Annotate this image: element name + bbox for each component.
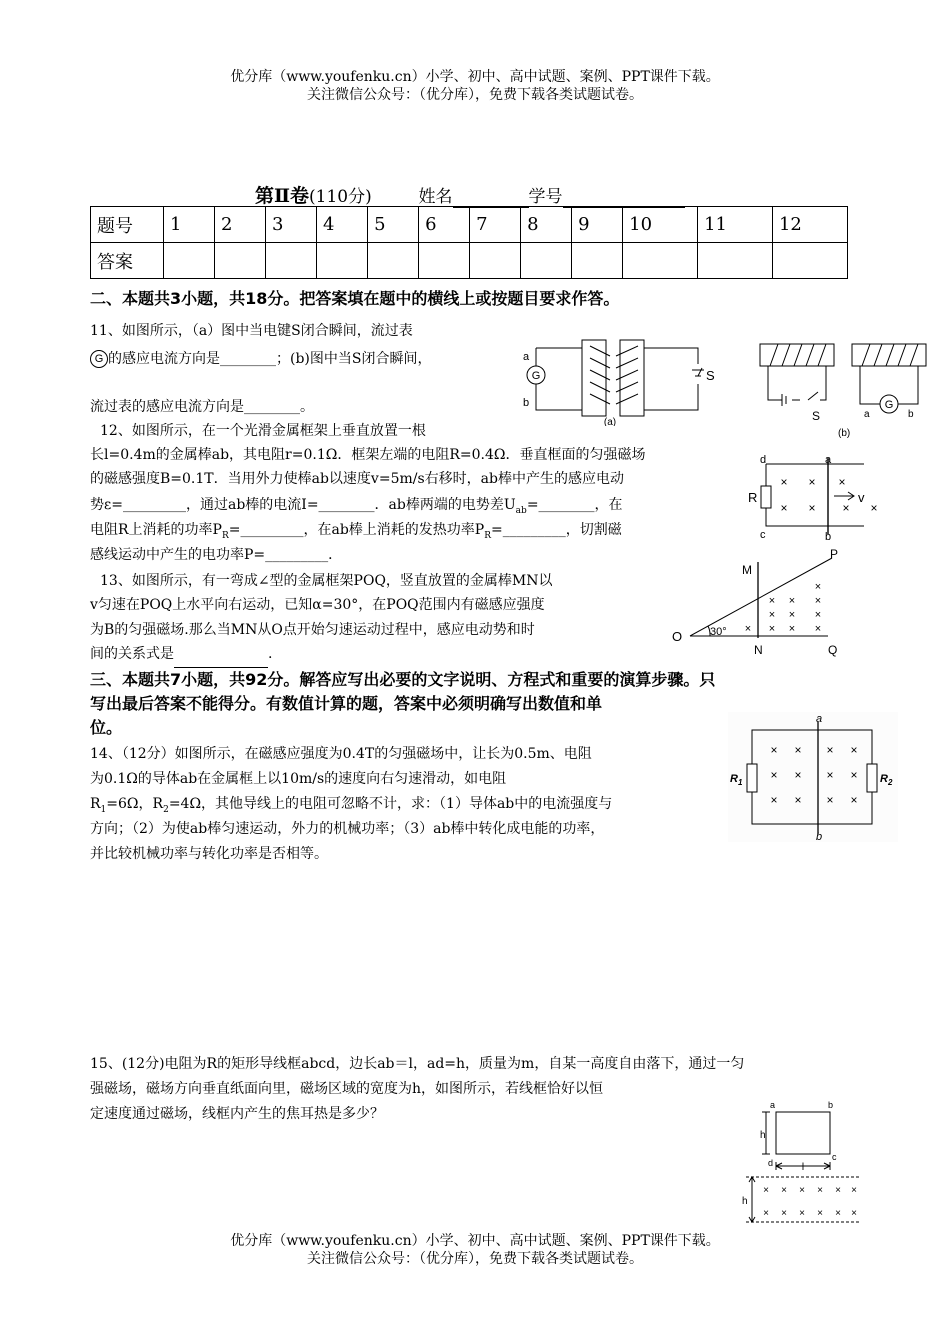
number-row: [91, 207, 848, 243]
q11-fig-a-galv: G: [531, 370, 541, 382]
number-cell-2: 2: [215, 207, 266, 243]
svg-text:×: ×: [768, 623, 776, 635]
q12-line-5a: 电阻R上消耗的功率P: [90, 522, 222, 538]
q12-line-4a: 势ε=_________，通过ab棒的电流I=________．ab棒两端的电势差U: [90, 497, 516, 513]
q15-label-b: b: [828, 1100, 834, 1110]
q11-fig-a-caption: (a): [603, 417, 617, 426]
svg-text:×: ×: [826, 743, 834, 757]
svg-text:×: ×: [788, 609, 796, 621]
svg-text:×: ×: [814, 595, 822, 607]
svg-text:×: ×: [794, 793, 802, 807]
q14-line-3c: =4Ω，其他导线上的电阻可忽略不计，求：（1）导体ab中的电流强度与: [168, 796, 613, 812]
svg-text:×: ×: [835, 1185, 841, 1196]
q11-fig-b-switch: S: [812, 409, 821, 423]
q13-label-Q: Q: [828, 643, 838, 657]
svg-text:×: ×: [870, 501, 878, 515]
answer-cell-11[interactable]: [698, 243, 773, 279]
q13-figure: [668, 546, 853, 660]
section3-line-1: 三、本题共7小题，共92分。解答应写出必要的文字说明、方程式和重要的演算步骤。只: [90, 670, 716, 689]
number-cell-6: 6: [419, 207, 470, 243]
number-cell-5: 5: [368, 207, 419, 243]
svg-text:×: ×: [780, 475, 788, 489]
q15-figure: [740, 1094, 865, 1230]
q14-label-b: b: [816, 831, 823, 842]
answer-row: [91, 243, 848, 279]
answer-cell-2[interactable]: [215, 243, 266, 279]
number-cell-10: 10: [623, 207, 698, 243]
q12-line-6: 感线运动中产生的电功率P=_________．: [90, 547, 343, 563]
q15-line-1: 15、(12分)电阻为R的矩形导线框abcd，边长ab＝l，ad=h，质量为m，自某一高度自由落下，通过一匀: [90, 1056, 745, 1072]
footer-line-2: 关注微信公众号：（优分库），免费下载各类试题试卷。: [307, 1251, 643, 1267]
svg-text:×: ×: [780, 501, 788, 515]
q12-label-b: b: [825, 531, 832, 542]
q11-fig-b-galv: G: [884, 399, 894, 411]
answer-cell-9[interactable]: [572, 243, 623, 279]
name-label: 姓名: [418, 187, 453, 207]
q13-label-angle: 30°: [710, 626, 727, 638]
number-cell-9: 9: [572, 207, 623, 243]
answer-cell-5[interactable]: [368, 243, 419, 279]
q14-r2-sub: 2: [163, 804, 169, 815]
q15-line-3: 定速度通过磁场，线框内产生的焦耳热是多少？: [90, 1106, 384, 1122]
q14-line-3a: R: [90, 796, 101, 812]
svg-text:×: ×: [850, 793, 858, 807]
section3-line-3: 位。: [90, 718, 123, 737]
q15-label-h2: h: [742, 1196, 748, 1207]
number-cell-4: 4: [317, 207, 368, 243]
q11-fig-b-caption: (b): [838, 428, 851, 438]
paper-title: [255, 181, 685, 208]
q13-line-4-text: 间的关系式是: [90, 646, 174, 662]
q13-field-crosses: [745, 581, 821, 635]
svg-text:×: ×: [770, 743, 778, 757]
q12-label-R: R: [748, 490, 758, 505]
q12-line-3: 的磁感强度B=0.1T．当用外力使棒ab以速度v=5m/s右移时，ab棒中产生的感应电动: [90, 471, 624, 487]
svg-text:×: ×: [851, 1208, 857, 1219]
q13-label-M: M: [742, 563, 752, 577]
number-cell-3: 3: [266, 207, 317, 243]
svg-text:×: ×: [770, 793, 778, 807]
answer-table: [90, 206, 848, 279]
q11-line-2-text: 的感应电流方向是________；(b)图中当S闭合瞬间，: [108, 351, 432, 367]
q14-line-4: 方向；（2）为使ab棒匀速运动，外力的机械功率；（3）ab棒中转化成电能的功率，: [90, 821, 605, 837]
section2-heading: 二、本题共3小题，共18分。把答案填在题中的横线上或按题目要求作答。: [90, 289, 620, 308]
q12-uab-sub: ab: [515, 505, 527, 516]
svg-text:×: ×: [799, 1208, 805, 1219]
q13-line-1: 13、如图所示，有一弯成∠型的金属框架POQ，竖直放置的金属棒MN以: [100, 573, 553, 589]
q11-fig-a-label-b: b: [523, 397, 530, 409]
svg-text:×: ×: [794, 743, 802, 757]
svg-text:×: ×: [763, 1185, 769, 1196]
q11-figure-a: [510, 336, 715, 426]
svg-text:×: ×: [817, 1208, 823, 1219]
number-cell-12: 12: [772, 207, 847, 243]
q14-line-1: 14、（12分）如图所示，在磁感应强度为0.4T的匀强磁场中，让长为0.5m、电阻: [90, 746, 592, 762]
q12-label-a: a: [825, 454, 832, 466]
q12-label-c: c: [760, 529, 766, 541]
svg-text:×: ×: [781, 1208, 787, 1219]
row-label-number: 题号: [91, 207, 164, 243]
svg-text:×: ×: [850, 768, 858, 782]
q14-label-R2: $R_2$: [880, 773, 893, 787]
q15-label-d: d: [768, 1158, 774, 1168]
answer-cell-12[interactable]: [772, 243, 847, 279]
q14-line-2: 为0.1Ω的导体ab在金属框上以10m/s的速度向右匀速滑动，如电阻: [90, 771, 507, 787]
q13-line-2: v匀速在POQ上水平向右运动，已知α=30°，在POQ范围内有磁感应强度: [90, 597, 545, 613]
svg-text:×: ×: [814, 581, 822, 593]
q13-line-4-end: .: [268, 646, 273, 662]
svg-text:×: ×: [808, 501, 816, 515]
q14-line-3b: =6Ω，R: [106, 796, 164, 812]
q15-label-c: c: [832, 1152, 837, 1162]
q14-label-R1: $R_1$: [730, 773, 743, 787]
header-line-1: 优分库（www.youfenku.cn）小学、初中、高中试题、案例、PPT课件下载。: [230, 69, 720, 85]
q15-line-2: 强磁场，磁场方向垂直纸面向里，磁场区域的宽度为h，如图所示，若线框恰好以恒: [90, 1081, 604, 1097]
q12-pr-sub-1: R: [221, 530, 229, 541]
svg-text:×: ×: [850, 743, 858, 757]
q13-label-N: N: [754, 643, 763, 657]
galvanometer-icon: G: [90, 350, 108, 368]
svg-text:×: ×: [842, 501, 850, 515]
q12-label-d: d: [760, 454, 767, 466]
q12-line-5b: =_________，在ab棒上消耗的发热功率P: [228, 522, 485, 538]
svg-text:×: ×: [851, 1185, 857, 1196]
svg-text:×: ×: [808, 475, 816, 489]
q15-label-h1: h: [760, 1130, 766, 1141]
header-line-2: 关注微信公众号：（优分库），免费下载各类试题试卷。: [307, 87, 643, 103]
q11-line-2: [90, 346, 431, 372]
q15-label-l: l: [801, 1162, 805, 1173]
answer-cell-8[interactable]: [521, 243, 572, 279]
q12-label-v: v: [858, 490, 865, 505]
q13-answer-blank[interactable]: [174, 641, 268, 668]
number-cell-1: 1: [164, 207, 215, 243]
q11-line-1: 11、如图所示，（a）图中当电键S闭合瞬间，流过表: [90, 323, 413, 339]
q12-pr-sub-2: R: [484, 530, 491, 541]
answer-cell-10[interactable]: [623, 243, 698, 279]
answer-cell-1[interactable]: [164, 243, 215, 279]
q14-figure: [728, 712, 898, 842]
answer-cell-7[interactable]: [470, 243, 521, 279]
q13-label-O: O: [672, 629, 683, 644]
q12-line-4b: =________，在: [526, 497, 623, 513]
q12-line-5c: =_________，切割磁: [491, 522, 622, 538]
svg-text:×: ×: [826, 793, 834, 807]
q11-figure-b: [756, 338, 941, 438]
answer-cell-4[interactable]: [317, 243, 368, 279]
q15-label-a: a: [770, 1100, 776, 1110]
q15-field-crosses: [763, 1185, 857, 1219]
section3-line-2: 写出最后答案不能得分。有数值计算的题，答案中必须明确写出数值和单: [90, 694, 603, 713]
svg-text:×: ×: [794, 768, 802, 782]
svg-text:×: ×: [768, 595, 776, 607]
id-blank[interactable]: [563, 187, 685, 208]
number-cell-7: 7: [470, 207, 521, 243]
svg-text:×: ×: [744, 623, 752, 635]
name-blank[interactable]: [453, 187, 529, 208]
svg-text:×: ×: [768, 609, 776, 621]
svg-text:×: ×: [799, 1185, 805, 1196]
q11-fig-a-label-a: a: [523, 351, 530, 363]
q14-label-a: a: [816, 713, 823, 725]
number-cell-8: 8: [521, 207, 572, 243]
answer-cell-3[interactable]: [266, 243, 317, 279]
svg-text:×: ×: [763, 1208, 769, 1219]
number-cell-11: 11: [698, 207, 773, 243]
svg-text:×: ×: [835, 1208, 841, 1219]
q13-line-4: [90, 641, 272, 668]
svg-text:×: ×: [788, 595, 796, 607]
svg-text:×: ×: [838, 475, 846, 489]
svg-text:×: ×: [826, 768, 834, 782]
answer-cell-6[interactable]: [419, 243, 470, 279]
row-label-answer: 答案: [91, 243, 164, 279]
q11-fig-b-label-b: b: [908, 409, 914, 420]
q14-line-5: 并比较机械功率与转化功率是否相等。: [90, 846, 328, 862]
q13-label-P: P: [830, 547, 839, 561]
q14-r1-sub: 1: [100, 804, 107, 815]
svg-text:×: ×: [788, 623, 796, 635]
q12-line-1: 12、如图所示，在一个光滑金属框架上垂直放置一根: [100, 423, 426, 439]
juan-title: 第Ⅱ卷: [255, 185, 310, 207]
q11-line-3: 流过表的感应电流方向是________。: [90, 399, 314, 415]
q12-line-2: 长l=0.4m的金属棒ab，其电阻r=0.1Ω．框架左端的电阻R=0.4Ω．垂直框面的匀强磁场: [90, 447, 646, 463]
q13-line-3: 为B的匀强磁场.那么当MN从O点开始匀速运动过程中，感应电动势和时: [90, 622, 535, 638]
q11-fig-b-label-a: a: [864, 409, 870, 420]
svg-text:×: ×: [814, 609, 822, 621]
q12-figure: [742, 450, 892, 542]
juan-score: (110分): [309, 187, 372, 207]
q11-fig-a-switch: S: [706, 368, 715, 383]
id-label: 学号: [528, 187, 563, 207]
svg-text:×: ×: [814, 623, 822, 635]
svg-text:×: ×: [817, 1185, 823, 1196]
svg-text:×: ×: [770, 768, 778, 782]
svg-text:×: ×: [781, 1185, 787, 1196]
footer-line-1: 优分库（www.youfenku.cn）小学、初中、高中试题、案例、PPT课件下载。: [230, 1233, 720, 1249]
